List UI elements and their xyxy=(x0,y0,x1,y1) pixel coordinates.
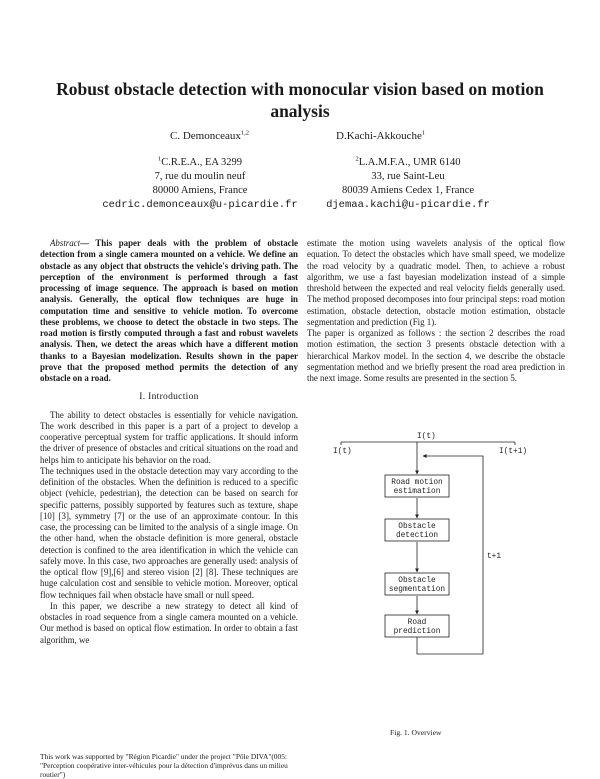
aff-right-email: djemaa.kachi@u-picardie.fr xyxy=(326,199,490,211)
right-paragraph-2: The paper is organized as follows : the section 2 describes the road motion estimation, the section 3 presents obstacle detection with a hierarchical Markov model. In the section 4, we describe the obstacle segmentation method and we briefly present the road area prediction in the next image. Some results are presented in the section 5. xyxy=(307,328,565,383)
aff-left-sup: 1 xyxy=(157,155,162,163)
author-2 xyxy=(336,130,425,142)
aff-right-name: L.A.M.F.A., UMR 6140 xyxy=(358,157,461,168)
intro-paragraph-2: The techniques used in the obstacle detection may vary according to the definition of the obstacles. When the definition is reduced to a specific object (vehicle, pedestrian), the detection can be based on search for specific patterns, possibly supported by features such as texture, shape [10] [3], symmetry [7] or the use of an approximate contour. In this case, the processing can be limited to the analysis of a single image. On the other hand, when the obstacle definition is more general, obstacle detection is confined to the area identification in which the vehicle can safely move. In this case, two approaches are generally used: analysis of the optical flow [9],[6] and stereo vision [2] [8]. These techniques are huge calculation cost and sensible to vehicle motion. Moreover, optical flow techniques fail when obstacle have small or null speed. xyxy=(40,465,298,600)
fig-box-obstacle-segmentation xyxy=(385,573,449,595)
fig-box-3-line-2: segmentation xyxy=(388,586,446,594)
abstract-label: Abstract xyxy=(50,238,81,248)
fig-box-road-motion xyxy=(385,475,449,497)
overview-diagram xyxy=(333,428,533,694)
right-column xyxy=(307,238,565,384)
affiliation-right xyxy=(308,156,508,212)
fig-box-1-line-1: Road motion xyxy=(391,479,443,487)
author-1-sup: 1,2 xyxy=(240,129,249,137)
author-2-name: D.Kachi-Akkouche xyxy=(336,130,422,142)
author-1 xyxy=(170,130,249,142)
fig-box-1-line-2: estimation xyxy=(393,488,441,496)
aff-left-email: cedric.demonceaux@u-picardie.fr xyxy=(102,199,298,211)
fig-box-2-line-2: detection xyxy=(395,532,439,540)
aff-right-city: 80039 Amiens Cedex 1, France xyxy=(341,185,475,196)
fig-box-obstacle-detection xyxy=(385,519,449,541)
affiliation-left xyxy=(100,156,300,212)
aff-left-name: C.R.E.A., EA 3299 xyxy=(161,157,243,168)
paper-title: Robust obstacle detection with monocular vision based on motion analysis xyxy=(56,79,544,121)
fig-top-label: I(t) xyxy=(417,433,436,441)
fig-loop-label: t+1 xyxy=(487,553,502,561)
fig-right-label: I(t+1) xyxy=(499,448,528,456)
footnote: This work was supported by "Région Picardie" under the project "Pôle DIVA"(005: "Perception coopérative inter-véhicules pour la détection d'imprévus dans un milieu routier") xyxy=(40,752,288,779)
section-heading: I. Introduction xyxy=(139,392,199,403)
aff-left-city: 80000 Amiens, France xyxy=(152,185,248,196)
fig-box-3-line-1: Obstacle xyxy=(398,577,436,585)
fig-box-road-prediction xyxy=(385,615,449,637)
author-2-sup: 1 xyxy=(421,129,426,137)
fig-box-2-line-1: Obstacle xyxy=(398,523,436,531)
intro-paragraph-3: In this paper, we describe a new strategy to detect all kind of obstacles in road sequence from a single camera mounted on a vehicle. Our method is based on optical flow estimation. In order to obtain a fast algorithm, we xyxy=(40,600,298,645)
abstract xyxy=(40,238,298,384)
aff-right-sup: 2 xyxy=(355,155,359,163)
author-1-name: C. Demonceaux xyxy=(170,130,241,142)
right-paragraph-1: estimate the motion using wavelets analysis of the optical flow equation. To detect the obstacles which have small speed, we modelize the road velocity by a quadratic model. Then, to achieve a robust algorithm, we use a fast bayesian modelization instead of a simple threshold between the expected and real velocity fields generally used. The method proposed decomposes into four principal steps: road motion estimation, obstacle detection, obstacle motion estimation, obstacle segmentation and prediction (Fig 1). xyxy=(307,238,565,327)
figure-caption: Fig. 1. Overview xyxy=(390,728,442,737)
left-column xyxy=(40,238,298,646)
intro-paragraph-1: The ability to detect obstacles is essentially for vehicle navigation. The work described in this paper is a part of a project to develop a cooperative perceptual system for traffic applications. It should inform the driver of presence of obstacles and critical situations on the road and helps him to anticipate his behavior on the road. xyxy=(40,409,298,465)
fig-box-4-line-1: Road xyxy=(407,619,427,627)
fig-left-label: I(t) xyxy=(333,448,352,456)
aff-left-street: 7, rue du moulin neuf xyxy=(154,171,246,182)
fig-box-4-line-2: prediction xyxy=(393,628,441,636)
abstract-text: — This paper deals with the problem of obstacle detection from a single camera mounted on a vehicle. We define an obstacle as any object that obstructs the vehicle's driving path. The perception of the environment is performed through a fast processing of image sequence. The approach is based on motion analysis. Generally, the optical flow techniques are huge in computation time and sensitive to vehicle motion. To overcome these problems, we choose to detect the obstacle in two steps. The road motion is firstly computed through a fast and robust wavelets analysis. Then, we detect the areas which have a different motion thanks to a Bayesian modelization. Results shown in the paper prove that the proposed method permits the detection of any obstacle on a road. xyxy=(40,238,298,383)
aff-right-street: 33, rue Saint-Leu xyxy=(371,171,445,182)
